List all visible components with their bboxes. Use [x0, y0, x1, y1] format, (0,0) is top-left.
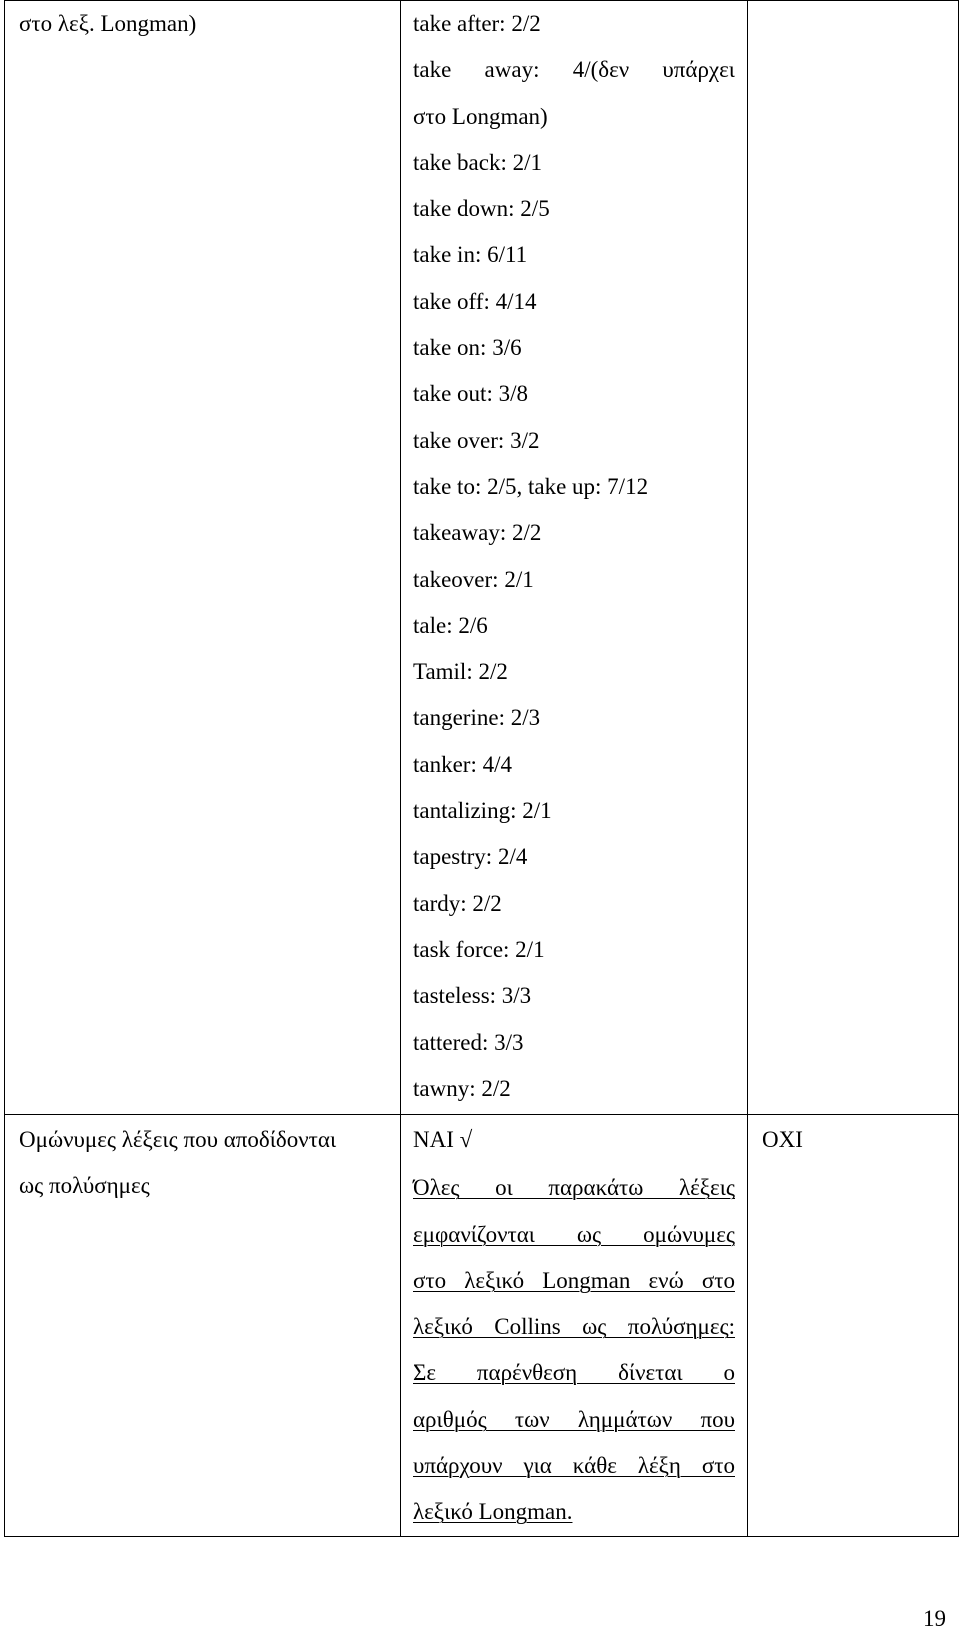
row2-category-line: Ομώνυμες λέξεις που αποδίδονται — [19, 1127, 337, 1152]
row1-category-line: στο λεξ. Longman) — [19, 11, 197, 36]
entry-line: take over: 3/2 — [413, 427, 540, 453]
note-line: εμφανίζονται ως ομώνυμες — [413, 1221, 735, 1247]
entry-line: take away: 4/(δεν υπάρχει — [413, 57, 735, 83]
entry-line: tanker: 4/4 — [413, 751, 512, 777]
entry-line: Tamil: 2/2 — [413, 659, 508, 685]
entry-line: tale: 2/6 — [413, 612, 488, 638]
entry-line: take off: 4/14 — [413, 288, 537, 314]
row2-category-cell — [5, 1115, 401, 1537]
row1-answer-cell — [748, 1, 959, 1115]
entry-line: take in: 6/11 — [413, 242, 528, 268]
note-line: στο λεξικό Longman ενώ στο — [413, 1267, 735, 1293]
entry-line: take on: 3/6 — [413, 335, 522, 361]
note-line: Όλες οι παρακάτω λέξεις — [413, 1175, 735, 1201]
entry-line: takeaway: 2/2 — [413, 520, 542, 546]
entry-line: take down: 2/5 — [413, 196, 550, 222]
note-line: Σε παρένθεση δίνεται ο — [413, 1360, 735, 1386]
comparison-table — [4, 0, 959, 1537]
row2-category-line: ως πολύσημες — [19, 1173, 150, 1199]
entry-line: στο Longman) — [413, 103, 548, 129]
no-answer: ΟΧΙ — [762, 1127, 803, 1152]
table-row — [5, 1115, 959, 1537]
row2-answer-cell — [748, 1115, 959, 1537]
table-row — [5, 1, 959, 1115]
page-number: 19 — [923, 1606, 946, 1631]
entry-line: take after: 2/2 — [413, 11, 541, 36]
entry-line: tardy: 2/2 — [413, 890, 502, 916]
entry-line: take back: 2/1 — [413, 149, 543, 175]
note-line: λεξικό Collins ως πολύσημες: — [413, 1314, 735, 1340]
entry-line: tantalizing: 2/1 — [413, 798, 552, 824]
note-line: υπάρχουν για κάθε λέξη στο — [413, 1453, 735, 1479]
yes-answer: ΝΑΙ √ — [413, 1127, 473, 1152]
note-line: λεξικό Longman. — [413, 1499, 573, 1525]
entry-line: tattered: 3/3 — [413, 1029, 524, 1055]
entry-line: task force: 2/1 — [413, 936, 545, 962]
row1-category-cell — [5, 1, 401, 1115]
entry-line: take out: 3/8 — [413, 381, 528, 407]
row1-entries-cell — [401, 1, 748, 1115]
entry-line: tapestry: 2/4 — [413, 844, 528, 870]
entry-line: take to: 2/5, take up: 7/12 — [413, 473, 649, 499]
entry-line: takeover: 2/1 — [413, 566, 534, 592]
entry-line: tawny: 2/2 — [413, 1075, 511, 1101]
entry-line: tasteless: 3/3 — [413, 983, 532, 1009]
underlined-note — [401, 1163, 747, 1535]
note-line: αριθμός των λημμάτων που — [413, 1406, 735, 1432]
row2-note-cell — [401, 1115, 748, 1537]
entry-line: tangerine: 2/3 — [413, 705, 541, 731]
